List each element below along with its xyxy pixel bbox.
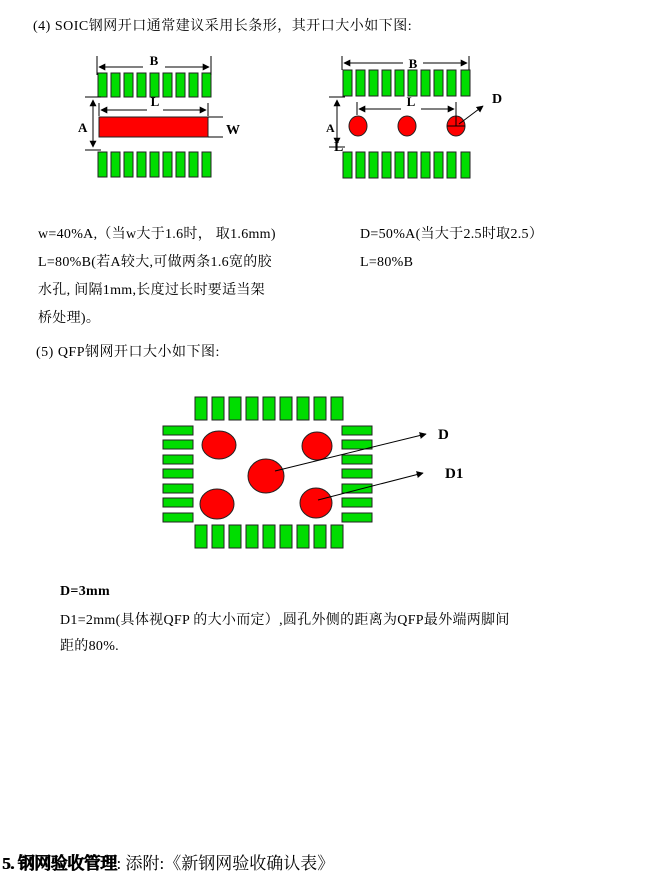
section-4-heading: (4) SOIC钢网开口通常建议采用长条形，其开口大小如下图:: [33, 19, 413, 34]
pad: [342, 455, 372, 464]
pad: [246, 397, 258, 420]
pad: [98, 152, 107, 177]
pad: [163, 498, 193, 507]
pad: [163, 73, 172, 97]
note-line: w=40%A,（当w大于1.6时， 取1.6mm): [38, 227, 276, 242]
pad: [163, 484, 193, 493]
pad: [342, 484, 372, 493]
pad: [434, 152, 443, 178]
pad: [343, 70, 352, 96]
pad: [331, 525, 343, 548]
note-line: 水孔, 间隔1mm,长度过长时要适当架: [38, 283, 265, 298]
pad: [280, 525, 292, 548]
footer-regular-text: : 添附:《新钢网验收确认表》: [116, 854, 335, 873]
pad: [189, 73, 198, 97]
qfp-aperture-diagram: [160, 390, 470, 560]
round-opening: [200, 489, 234, 519]
pad: [297, 397, 309, 420]
note-line: 桥处理)。: [38, 311, 101, 326]
pad: [163, 455, 193, 464]
pad: [421, 70, 430, 96]
stencil-acceptance-heading: [2, 849, 334, 874]
pad: [263, 397, 275, 420]
dim-label-A: A: [326, 121, 335, 135]
pad: [202, 152, 211, 177]
dim-label-B: B: [149, 53, 159, 68]
pad: [212, 397, 224, 420]
dim-label-B: B: [408, 56, 418, 71]
pad: [342, 498, 372, 507]
pad: [246, 525, 258, 548]
qfp-d-value: D=3mm: [60, 584, 110, 599]
round-opening: [202, 431, 236, 459]
section-5-heading: (5) QFP钢网开口大小如下图:: [36, 345, 220, 360]
soic-notes-right: [360, 221, 543, 277]
pad: [314, 525, 326, 548]
soic-strip-aperture-diagram: [75, 55, 315, 195]
dim-label-W: W: [226, 123, 240, 138]
pad: [212, 525, 224, 548]
pad: [395, 152, 404, 178]
pad: [408, 70, 417, 96]
pad: [382, 152, 391, 178]
pad: [124, 73, 133, 97]
pad: [297, 525, 309, 548]
dim-label-D1: D1: [445, 466, 464, 482]
round-opening: [248, 459, 284, 493]
pad: [176, 73, 185, 97]
round-opening: [398, 116, 416, 136]
pad: [163, 152, 172, 177]
soic-round-aperture-diagram: [325, 55, 520, 195]
pad: [195, 397, 207, 420]
round-opening: [300, 488, 332, 518]
pad: [343, 152, 352, 178]
pad: [163, 513, 193, 522]
pad: [314, 397, 326, 420]
pad: [342, 426, 372, 435]
pad: [150, 152, 159, 177]
soic-opening-bar: [99, 117, 208, 137]
qfp-d1-note-line1: D1=2mm(具体视QFP 的大小而定）,圆孔外侧的距离为QFP最外端两脚间: [60, 613, 510, 628]
pad: [461, 152, 470, 178]
pad: [447, 152, 456, 178]
pad: [369, 152, 378, 178]
pad: [356, 152, 365, 178]
pad: [382, 70, 391, 96]
qfp-d1-note-line2: 距的80%.: [60, 639, 119, 654]
pad: [447, 70, 456, 96]
pad: [124, 152, 133, 177]
pad: [137, 152, 146, 177]
dim-label-A: A: [78, 120, 88, 135]
pad: [395, 70, 404, 96]
note-line: L=80%B(若A较大,可做两条1.6宽的胶: [38, 255, 272, 270]
dim-label-L-left: L: [334, 140, 344, 155]
soic-notes-left: [38, 221, 276, 333]
pad: [342, 469, 372, 478]
pad: [369, 70, 378, 96]
pad: [176, 152, 185, 177]
pad: [202, 73, 211, 97]
note-line: D=50%A(当大于2.5时取2.5）: [360, 227, 544, 242]
pad: [229, 525, 241, 548]
pad: [229, 397, 241, 420]
pad: [461, 70, 470, 96]
glue-dot-openings: [200, 431, 332, 519]
pad: [195, 525, 207, 548]
dim-label-L-top: L: [406, 94, 416, 109]
round-opening: [349, 116, 367, 136]
pad: [111, 152, 120, 177]
pad: [331, 397, 343, 420]
dim-label-D: D: [438, 427, 449, 443]
pad: [189, 152, 198, 177]
pad: [434, 70, 443, 96]
pad: [421, 152, 430, 178]
pad: [356, 70, 365, 96]
pad: [163, 469, 193, 478]
dim-label-L: L: [150, 94, 160, 109]
pad: [137, 73, 146, 97]
pad: [163, 440, 193, 449]
note-line: L=80%B: [360, 255, 414, 270]
pad: [111, 73, 120, 97]
pad: [342, 440, 372, 449]
pad: [163, 426, 193, 435]
pad: [280, 397, 292, 420]
dim-label-D: D: [492, 92, 503, 107]
pad: [342, 513, 372, 522]
pad: [263, 525, 275, 548]
pad: [98, 73, 107, 97]
round-opening: [302, 432, 332, 460]
pad: [408, 152, 417, 178]
footer-bold-text: 5. 钢网验收管理: [2, 854, 117, 873]
